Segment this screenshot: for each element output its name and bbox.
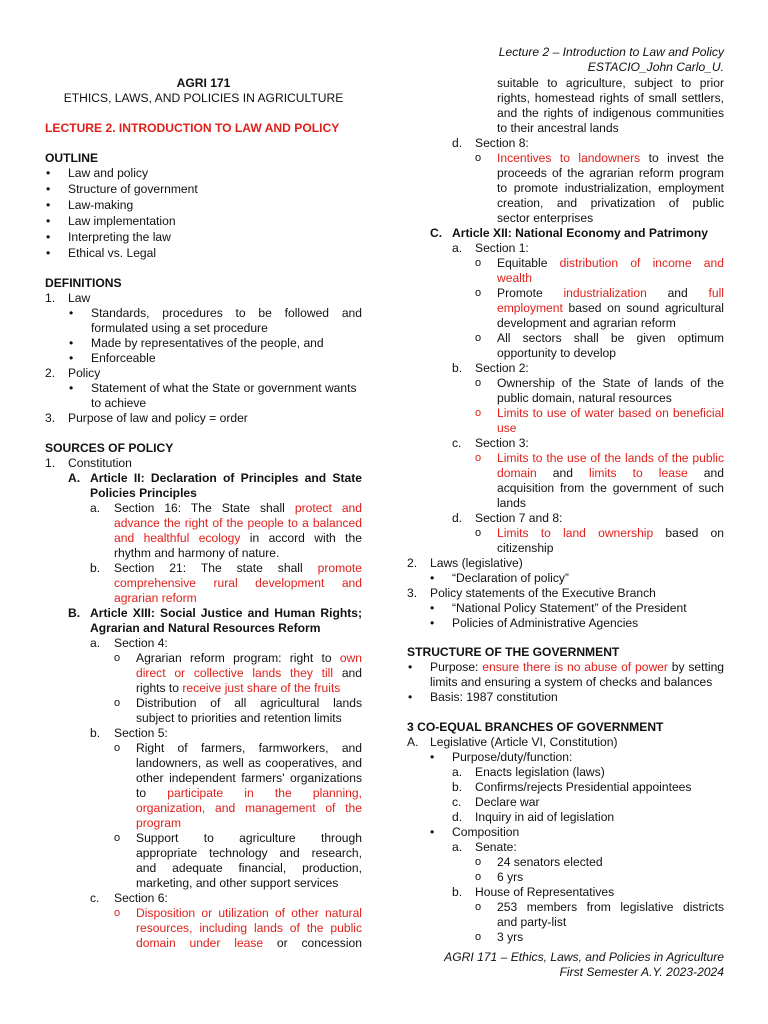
section-16-line2: advance the right of the people to a balanced <box>114 516 362 530</box>
src-laws: Laws (legislative) <box>430 556 523 570</box>
c-s2-item-1-cont: public domain, natural resources <box>497 391 672 405</box>
c-section-2: Section 2: <box>475 361 529 375</box>
c-s3-item-cont: domain and limits to lease and <box>497 466 724 480</box>
legislative-pdf: • Purpose/duty/function: <box>452 750 572 765</box>
s5-item-1-cont: program <box>136 816 182 830</box>
structure-heading: STRUCTURE OF THE GOVERNMENT <box>407 645 620 659</box>
course-code: AGRI 171 <box>176 76 231 90</box>
running-footer-term: First Semester A.Y. 2023-2024 <box>559 965 724 979</box>
letter-a: a. <box>90 501 101 515</box>
letter-c: c. <box>90 891 100 905</box>
def-num-2: 2. <box>45 366 56 380</box>
outline-item: • Interpreting the law <box>68 230 171 245</box>
c-section-1: Section 1: <box>475 241 529 255</box>
section-6: Section 6: <box>114 891 168 905</box>
c-s3-item: o Limits to the use of the lands of the public <box>497 451 724 466</box>
law-item-cont: formulated using a set procedure <box>91 321 268 335</box>
s8-item: o Incentives to landowners to invest the <box>497 151 724 166</box>
pdf-item: Enacts legislation (laws) <box>475 765 605 779</box>
s4-item-1-cont2: rights to receive just share of the fruits <box>136 681 341 695</box>
outline-item: • Law and policy <box>68 166 148 181</box>
c-s1-item-2-cont: employment based on sound agricultural <box>497 301 724 315</box>
c-s78-item-cont: citizenship <box>497 541 554 555</box>
art-a-letter: A. <box>68 471 81 485</box>
law-item: • Made by representatives of the people, and <box>91 336 324 351</box>
house-item: o 3 yrs <box>497 930 523 945</box>
src-constitution: Constitution <box>68 456 132 470</box>
policy-item-cont: to achieve <box>91 396 147 410</box>
c-s2-item-2: o Limits to use of water based on beneficial <box>497 406 724 421</box>
art-b-letter: B. <box>68 606 81 620</box>
c-section-7-8: Section 7 and 8: <box>475 511 563 525</box>
law-item: • Standards, procedures to be followed and <box>91 306 362 321</box>
senate-item: o 24 senators elected <box>497 855 603 870</box>
s4-item-1: o Agrarian reform program: right to own <box>136 651 362 666</box>
article-xii-title: Article XII: National Economy and Patrimony <box>452 226 709 240</box>
c-s1-item-2-cont: development and agrarian reform <box>497 316 676 330</box>
letter-c: c. <box>452 436 462 450</box>
section-16-line1: Section 16: The State shall protect and <box>114 501 363 515</box>
s5-item-1-cont: to participate in the planning, <box>136 786 362 800</box>
letter-b: b. <box>452 885 463 899</box>
c-s1-item-1-cont: wealth <box>497 271 532 285</box>
policy-stmt-item: • “National Policy Statement” of the President <box>452 601 687 616</box>
sources-heading: SOURCES OF POLICY <box>45 441 174 455</box>
src-num-3: 3. <box>407 586 418 600</box>
s5-item-1: o Right of farmers, farmworkers, and <box>136 741 362 756</box>
s5-item-2-cont: appropriate technology and research, <box>136 846 362 860</box>
s8-item-cont: to promote industrialization, employment <box>497 181 724 195</box>
definitions-heading: DEFINITIONS <box>45 276 122 290</box>
c-s1-item-3: o All sectors shall be given optimum <box>497 331 724 346</box>
c-s1-item-3-cont: opportunity to develop <box>497 346 617 360</box>
course-title: ETHICS, LAWS, AND POLICIES IN AGRICULTURE <box>63 91 344 105</box>
section-21-line1: Section 21: The state shall promote <box>114 561 362 575</box>
house-item-cont: and party-list <box>497 915 567 929</box>
house-item: o 253 members from legislative districts <box>497 900 724 915</box>
def-num-3: 3. <box>45 411 56 425</box>
section-21-line2: comprehensive rural development and <box>114 576 362 590</box>
section-8: Section 8: <box>475 136 529 150</box>
branch-a-letter: A. <box>407 735 419 749</box>
c-s1-item-2: o Promote industrialization and full <box>497 286 724 301</box>
composition-house: House of Representatives <box>475 885 615 899</box>
s6-item-1-cont-right: to their ancestral lands <box>497 121 619 135</box>
letter-a: a. <box>90 636 101 650</box>
s6-item-1-cont: resources, including lands of the public <box>136 921 362 935</box>
letter-b: b. <box>90 726 101 740</box>
c-s2-item-2-cont: use <box>497 421 517 435</box>
pdf-item: Declare war <box>475 795 540 809</box>
letter-d: d. <box>452 511 463 525</box>
s8-item-cont: sector enterprises <box>497 211 594 225</box>
section-21-line3: agrarian reform <box>114 591 197 605</box>
letter-c: c. <box>452 795 462 809</box>
article-ii-title-cont: Policies Principles <box>90 486 197 500</box>
s5-item-1-cont: organization, and management of the <box>136 801 362 815</box>
s5-item-2-cont: and adequate financial, production, <box>136 861 362 875</box>
structure-purpose-cont: limits and ensuring a system of checks and balances <box>430 675 713 689</box>
s6-item-1-cont-right: suitable to agriculture, subject to prior <box>497 76 724 90</box>
section-16-line4: rhythm and harmony of nature. <box>114 546 280 560</box>
running-header-author: ESTACIO_John Carlo_U. <box>587 60 724 74</box>
composition-senate: Senate: <box>475 840 517 854</box>
def-law: Law <box>68 291 91 305</box>
src-num-1: 1. <box>45 456 56 470</box>
def-purpose: Purpose of law and policy = order <box>68 411 248 425</box>
outline-heading: OUTLINE <box>45 151 99 165</box>
s4-item-1-cont: direct or collective lands they till and <box>136 666 362 680</box>
c-section-3: Section 3: <box>475 436 529 450</box>
section-4: Section 4: <box>114 636 168 650</box>
lecture-title: LECTURE 2. INTRODUCTION TO LAW AND POLICY <box>45 121 340 135</box>
s4-item-2-cont: subject to priorities and retention limits <box>136 711 342 725</box>
art-c-letter: C. <box>430 226 443 240</box>
s6-item-1-cont: domain under lease or concession <box>136 936 362 950</box>
outline-item: • Structure of government <box>68 182 198 197</box>
article-xiii-title: Article XIII: Social Justice and Human Rights; <box>90 606 362 620</box>
letter-a: a. <box>452 241 463 255</box>
section-16-line3: and healthful ecology in accord with the <box>114 531 362 545</box>
letter-d: d. <box>452 810 463 824</box>
pdf-item: Inquiry in aid of legislation <box>475 810 615 824</box>
letter-b: b. <box>452 780 463 794</box>
s6-item-1-cont-right: and the rights of indigenous communities <box>497 106 724 120</box>
s5-item-1-cont: landowners, as well as cooperatives, and <box>136 756 362 770</box>
s5-item-1-cont: other independent farmers' organizations <box>136 771 362 785</box>
src-num-2: 2. <box>407 556 418 570</box>
structure-purpose: • Purpose: ensure there is no abuse of power by setting <box>430 660 724 675</box>
policy-item: • Statement of what the State or government wants <box>91 381 357 396</box>
letter-b: b. <box>452 361 463 375</box>
c-s2-item-1: o Ownership of the State of lands of the <box>497 376 724 391</box>
running-footer-course: AGRI 171 – Ethics, Laws, and Policies in Agriculture <box>444 950 724 964</box>
s5-item-2-cont: marketing, and other support services <box>136 876 339 890</box>
letter-b: b. <box>90 561 101 575</box>
outline-item: • Law-making <box>68 198 133 213</box>
pdf-item: Confirms/rejects Presidential appointees <box>475 780 692 794</box>
branches-heading: 3 CO-EQUAL BRANCHES OF GOVERNMENT <box>407 720 664 734</box>
s8-item-cont: creation, and privatization of public <box>497 196 724 210</box>
outline-item: • Law implementation <box>68 214 176 229</box>
s4-item-2: o Distribution of all agricultural lands <box>136 696 362 711</box>
article-xiii-title-cont: Agrarian and Natural Resources Reform <box>90 621 321 635</box>
structure-basis: • Basis: 1987 constitution <box>430 690 558 705</box>
senate-item: o 6 yrs <box>497 870 523 885</box>
c-s1-item-1: o Equitable distribution of income and <box>497 256 724 271</box>
src-policy-statements: Policy statements of the Executive Branch <box>430 586 656 600</box>
policy-stmt-item: • Policies of Administrative Agencies <box>452 616 638 631</box>
law-item: • Enforceable <box>91 351 156 366</box>
s6-item-1: o Disposition or utilization of other natural <box>136 906 362 921</box>
c-s3-item-cont: lands <box>497 496 526 510</box>
s8-item-cont: proceeds of the agrarian reform program <box>497 166 724 180</box>
letter-d: d. <box>452 136 463 150</box>
s6-item-1-cont-right: rights, homestead rights of small settlers, <box>497 91 724 105</box>
section-5: Section 5: <box>114 726 168 740</box>
def-num-1: 1. <box>45 291 56 305</box>
legislative-composition: • Composition <box>452 825 519 840</box>
branch-legislative: Legislative (Article VI, Constitution) <box>430 735 618 749</box>
s5-item-2: o Support to agriculture through <box>136 831 362 846</box>
laws-item: • “Declaration of policy” <box>452 571 569 586</box>
running-header-title: Lecture 2 – Introduction to Law and Policy <box>498 45 724 59</box>
c-s3-item-cont: acquisition from the government of such <box>497 481 724 495</box>
c-s78-item: o Limits to land ownership based on <box>497 526 724 541</box>
letter-a: a. <box>452 765 463 779</box>
letter-a: a. <box>452 840 463 854</box>
article-ii-title: Article II: Declaration of Principles and State <box>90 471 362 485</box>
def-policy: Policy <box>68 366 101 380</box>
outline-item: • Ethical vs. Legal <box>68 246 156 261</box>
